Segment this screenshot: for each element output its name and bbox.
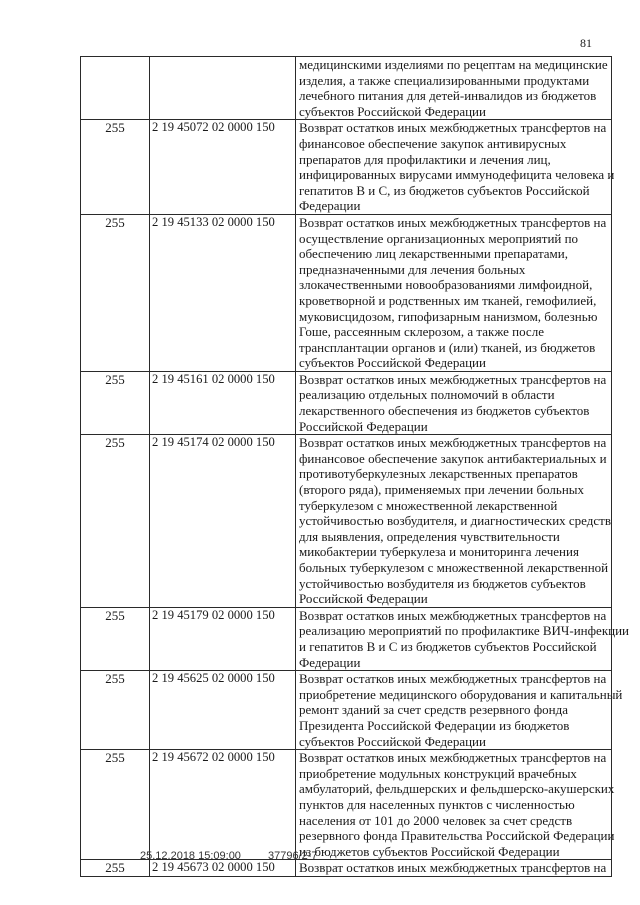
description-line: устойчивостью возбудителя из бюджетов субъектов bbox=[299, 575, 586, 591]
description-line: приобретение медицинского оборудования и капитальный bbox=[299, 686, 623, 702]
description-cell bbox=[296, 860, 612, 877]
description-line: микобактерии туберкулеза и мониторинга лечения bbox=[299, 544, 579, 560]
description-line: амбулаторий, фельдшерских и фельдшерско-акушерских bbox=[299, 781, 615, 797]
description-line: изделия, а также специализированными продуктами bbox=[299, 72, 590, 88]
description-line: финансовое обеспечение закупок антивирусных bbox=[299, 135, 567, 151]
kbk-code-cell: 2 19 45673 02 0000 150 bbox=[150, 860, 296, 877]
table-row bbox=[81, 607, 612, 670]
description-cell bbox=[296, 750, 615, 860]
description-line: злокачественными новообразованиями лимфоидной, bbox=[299, 277, 593, 293]
description-line: Гоше, рассеянным склерозом, а также после bbox=[299, 324, 544, 340]
description-line: реализацию отдельных полномочий в области bbox=[299, 387, 555, 403]
description-line: Возврат остатков иных межбюджетных трансфертов на bbox=[299, 607, 607, 623]
description-line: больных туберкулезом с множественной лекарственной bbox=[299, 560, 609, 575]
description-cell bbox=[296, 371, 612, 434]
description-line: Возврат остатков иных межбюджетных трансфертов на bbox=[299, 371, 607, 387]
description-line: инфицированных вирусами иммунодефицита человека и bbox=[299, 167, 615, 183]
description-line: Возврат остатков иных межбюджетных трансфертов на bbox=[299, 671, 607, 687]
description-line: реализацию мероприятий по профилактике ВИЧ-инфекции bbox=[299, 623, 630, 639]
table-row bbox=[81, 860, 612, 877]
admin-code-cell: 255 bbox=[81, 371, 150, 434]
description-line: устойчивостью возбудителя, и диагностических средств bbox=[299, 513, 611, 529]
description-line: Российской Федерации bbox=[299, 418, 428, 434]
kbk-code-cell: 2 19 45174 02 0000 150 bbox=[150, 435, 296, 608]
description-line: из бюджетов субъектов Российской Федерации bbox=[299, 843, 560, 859]
table-row bbox=[81, 671, 612, 750]
admin-code-cell: 255 bbox=[81, 120, 150, 215]
table-row bbox=[81, 120, 612, 215]
table-row bbox=[81, 750, 612, 860]
kbk-code-cell: 2 19 45072 02 0000 150 bbox=[150, 120, 296, 215]
description-line: и гепатитов В и С из бюджетов субъектов Российской bbox=[299, 638, 597, 654]
admin-code-cell: 255 bbox=[81, 214, 150, 371]
description-line: Возврат остатков иных межбюджетных трансфертов на bbox=[299, 120, 607, 136]
description-line: предназначенными для лечения больных bbox=[299, 261, 526, 277]
description-cell bbox=[296, 214, 612, 371]
description-line: Российской Федерации bbox=[299, 591, 428, 607]
table-row bbox=[81, 57, 612, 120]
admin-code-cell: 255 bbox=[81, 671, 150, 750]
footer-doc-id: 37796/2-7 bbox=[268, 850, 318, 862]
admin-code-cell: 255 bbox=[81, 435, 150, 608]
description-line: туберкулезом с множественной лекарственной bbox=[299, 497, 558, 513]
description-line: Федерации bbox=[299, 654, 361, 670]
description-line: финансовое обеспечение закупок антибактериальных и bbox=[299, 450, 607, 466]
description-line: резервного фонда Правительства Российской Федерации bbox=[299, 828, 615, 844]
description-line: препаратов для профилактики и лечения лиц, bbox=[299, 151, 551, 167]
table-row bbox=[81, 371, 612, 434]
description-line: кроветворной и родственных им тканей, гемофилией, bbox=[299, 292, 597, 308]
description-line: пунктов для населенных пунктов с численностью bbox=[299, 796, 575, 812]
description-line: обеспечению лиц лекарственными препаратами, bbox=[299, 246, 568, 262]
footer-timestamp: 25.12.2018 15:09:00 bbox=[140, 850, 241, 862]
kbk-code-cell: 2 19 45133 02 0000 150 bbox=[150, 214, 296, 371]
admin-code-cell: 255 bbox=[81, 860, 150, 877]
description-line: трансплантации органов и (или) тканей, из бюджетов bbox=[299, 339, 596, 355]
description-cell bbox=[296, 120, 615, 215]
description-line: Возврат остатков иных межбюджетных трансфертов на bbox=[299, 214, 607, 230]
description-cell bbox=[296, 435, 612, 608]
description-line: Президента Российской Федерации из бюджетов bbox=[299, 717, 570, 733]
description-line: Федерации bbox=[299, 198, 361, 214]
page-number: 81 bbox=[580, 36, 592, 50]
description-line: муковисцидозом, гипофизарным нанизмом, болезнью bbox=[299, 308, 598, 324]
description-line: лечебного питания для детей-инвалидов из бюджетов bbox=[299, 88, 597, 104]
description-line: субъектов Российской Федерации bbox=[299, 103, 486, 119]
description-line: Возврат остатков иных межбюджетных трансфертов на bbox=[299, 435, 607, 451]
description-line: (второго ряда), применяемых при лечении больных bbox=[299, 482, 585, 498]
description-line: субъектов Российской Федерации bbox=[299, 733, 486, 749]
kbk-code-cell: 2 19 45161 02 0000 150 bbox=[150, 371, 296, 434]
description-line: осуществление организационных мероприятий по bbox=[299, 230, 579, 246]
description-line: медицинскими изделиями по рецептам на медицинские bbox=[299, 57, 608, 72]
description-line: субъектов Российской Федерации bbox=[299, 355, 486, 371]
description-line: Возврат остатков иных межбюджетных трансфертов на bbox=[299, 750, 607, 766]
kbk-code-cell: 2 19 45625 02 0000 150 bbox=[150, 671, 296, 750]
kbk-code-cell bbox=[150, 57, 296, 120]
description-cell bbox=[296, 57, 612, 120]
budget-codes-table bbox=[80, 56, 630, 877]
description-line: лекарственного обеспечения из бюджетов субъектов bbox=[299, 403, 590, 419]
description-line: Возврат остатков иных межбюджетных трансфертов на bbox=[299, 860, 607, 876]
admin-code-cell: 255 bbox=[81, 750, 150, 860]
description-cell bbox=[296, 607, 630, 670]
table-row bbox=[81, 435, 612, 608]
table-row bbox=[81, 214, 612, 371]
admin-code-cell bbox=[81, 57, 150, 120]
description-line: противотуберкулезных лекарственных препаратов bbox=[299, 466, 578, 482]
admin-code-cell: 255 bbox=[81, 607, 150, 670]
description-line: для выявления, определения чувствительности bbox=[299, 528, 560, 544]
description-cell bbox=[296, 671, 623, 750]
footer bbox=[140, 850, 342, 862]
table-body bbox=[81, 57, 630, 877]
kbk-code-cell: 2 19 45672 02 0000 150 bbox=[150, 750, 296, 860]
description-line: ремонт зданий за счет средств резервного фонда bbox=[299, 702, 568, 718]
description-line: населения от 101 до 2000 человек за счет средств bbox=[299, 812, 573, 828]
kbk-code-cell: 2 19 45179 02 0000 150 bbox=[150, 607, 296, 670]
description-line: приобретение модульных конструкций врачебных bbox=[299, 765, 577, 781]
description-line: гепатитов В и С, из бюджетов субъектов Российской bbox=[299, 182, 590, 198]
